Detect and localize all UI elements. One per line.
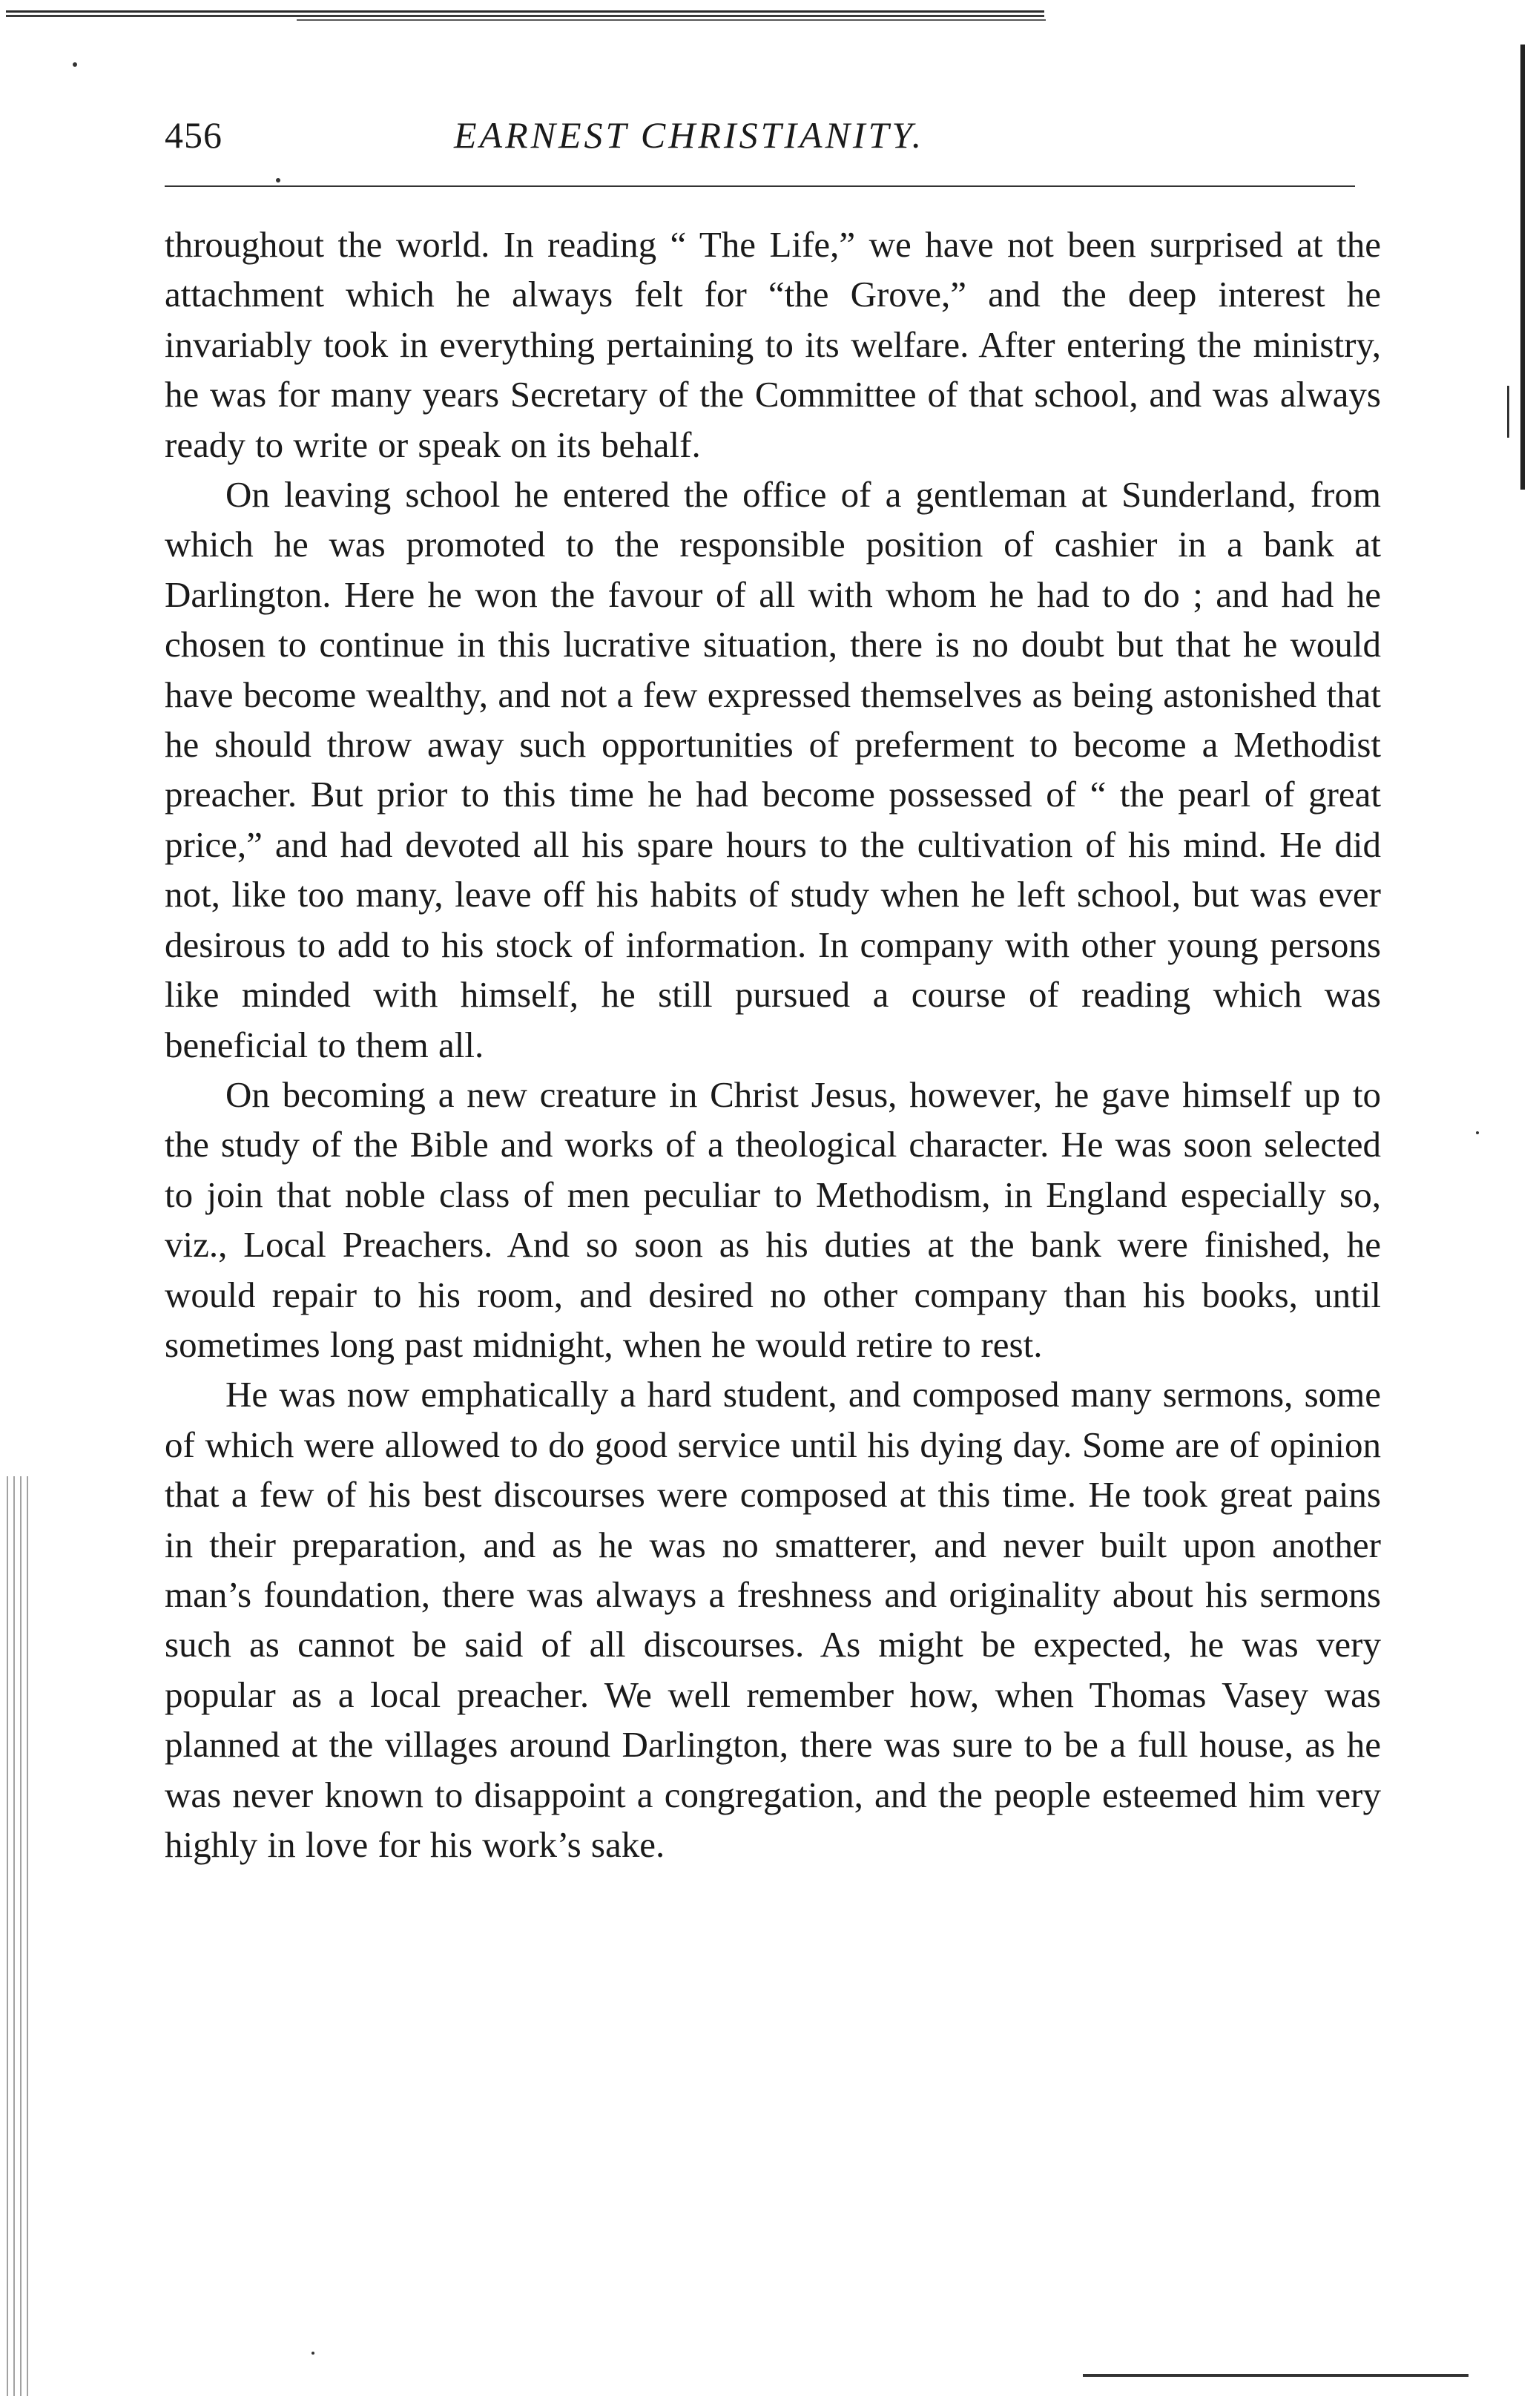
paragraph-continued: throughout the world. In reading “ The Life,” we have not been surprised at the attachment which he always felt for “the Grove,” and the deep interest he invariably took in everything pertaining to its welfare. After entering the ministry, he was for many years Secretary of the Committee of that school, and was always ready to write or speak on its behalf. [165, 224, 1381, 465]
scan-speck [1476, 1131, 1479, 1134]
page-number: 456 [165, 114, 223, 156]
page-body [165, 220, 1381, 1869]
paragraph: He was now emphatically a hard student, and composed many sermons, some of which were allowed to do good service until his dying day. Some are of opinion that a few of his best discourses were composed at this time. He took great pains in their preparation, and as he was no smatterer, and never built upon another man’s foundation, there was always a freshness and originality about his sermons such as cannot be said of all discourses. As might be expected, he was very popular as a local preacher. We well remember how, when Thomas Vasey was planned at the villages around Darlington, there was sure to be a full house, as he was never known to disappoint a congregation, and the people esteemed him very highly in love for his work’s sake. [165, 1374, 1381, 1865]
running-head: EARNEST CHRISTIANITY. [454, 114, 925, 156]
scan-bottom-edge-mark [1083, 2374, 1469, 2377]
page-header [165, 111, 1351, 163]
scan-speck [312, 2352, 314, 2355]
scan-right-edge-mark [1520, 45, 1525, 490]
scan-top-border [6, 10, 1044, 19]
scan-binding-shadow [4, 1476, 33, 2396]
paragraph: On leaving school he entered the office of a gentleman at Sunderland, from which he was promoted to the responsible position of cashier in a bank at Darlington. Here he won the favour of all with whom he had to do ; and had he chosen to continue in this lucrative situation, there is no doubt but that he would have become wealthy, and not a few expressed themselves as being astonished that he should throw away such opportunities of preferment to become a Methodist preacher. But prior to this time he had become possessed of “ the pearl of great price,” and had devoted all his spare hours to the cultivation of his mind. He did not, like too many, leave off his habits of study when he left school, but was ever desirous to add to his stock of information. In company with other young persons like minded with himself, he still pursued a course of reading which was beneficial to them all. [165, 474, 1381, 1065]
header-rule [165, 185, 1355, 187]
paragraph: On becoming a new creature in Christ Jesus, however, he gave himself up to the study of the Bible and works of a theological character. He was soon selected to join that noble class of men peculiar to Methodism, in England especially so, viz., Local Preachers. And so soon as his duties at the bank were finished, he would repair to his room, and desired no other company than his books, until sometimes long past midnight, when he would retire to rest. [165, 1073, 1381, 1365]
scan-speck [276, 178, 280, 182]
scan-speck [73, 62, 77, 67]
scan-top-border-thin [297, 19, 1046, 21]
scan-right-bracket-mark [1507, 386, 1520, 438]
